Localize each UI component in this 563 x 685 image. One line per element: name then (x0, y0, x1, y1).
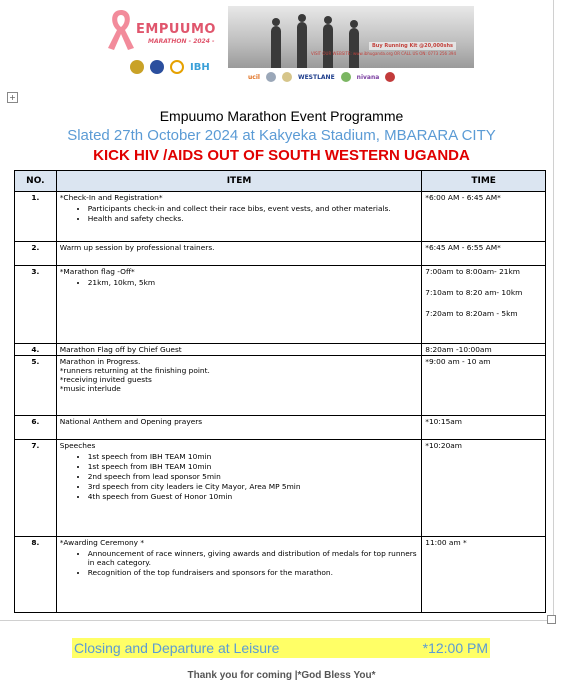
ibh-logo: IBH (190, 61, 210, 73)
row-time (422, 440, 546, 537)
page-title: Empuumo Marathon Event Programme (159, 108, 404, 124)
table-row (15, 192, 546, 242)
item-title: Marathon Flag off by Chief Guest (59, 345, 182, 354)
item-title: Marathon in Progress. (59, 357, 141, 366)
list-item: • 1st speech from IBH TEAM 10min (88, 452, 419, 461)
row-number: 6. (15, 416, 57, 440)
runner-figure (349, 28, 359, 68)
logo-subtitle: MARATHON - 2024 - (148, 38, 215, 45)
thank-you-line: Thank you for coming |*God Bless You* (187, 670, 376, 681)
item-bullets (60, 278, 419, 287)
row-number: 4. (15, 344, 57, 356)
item-note: *receiving invited guests (59, 375, 152, 384)
item-title: *Awarding Ceremony * (59, 538, 145, 547)
event-date-venue: Slated 27th October 2024 at Kakyeka Stadium, MBARARA CITY (67, 127, 496, 144)
time-value: *10:20am (425, 441, 463, 450)
row-number: 2. (15, 242, 57, 266)
item-note: *music interlude (59, 384, 121, 393)
runner-figure (297, 22, 307, 68)
table-row (15, 344, 546, 356)
table-body (15, 192, 546, 613)
item-title: *Check-In and Registration* (59, 193, 163, 202)
row-item (56, 344, 422, 356)
closing-time: *12:00 PM (422, 640, 488, 656)
table-row (15, 356, 546, 416)
item-title: National Anthem and Opening prayers (59, 417, 203, 426)
runner-figure (272, 18, 280, 26)
item-title: Warm up session by professional trainers. (59, 243, 215, 252)
row-time (422, 416, 546, 440)
item-title: Speeches (59, 441, 96, 450)
row-item (56, 440, 422, 537)
list-item: • Participants check-in and collect their race bibs, event vests, and other materials. (88, 204, 419, 213)
programme-table (14, 170, 546, 613)
sponsor-logo: nivana (356, 73, 380, 81)
sponsor-logos (248, 72, 395, 82)
list-item: • Recognition of the top fundraisers and sponsors for the marathon. (88, 568, 419, 577)
buy-kit-banner: Buy Running Kit @20,000shs (369, 42, 456, 50)
row-time (422, 537, 546, 613)
row-item (56, 242, 422, 266)
row-time (422, 356, 546, 416)
time-value: *9:00 am - 10 am (425, 357, 491, 366)
list-item: • Health and safety checks. (88, 214, 419, 223)
row-item (56, 266, 422, 344)
closing-banner (72, 638, 490, 658)
row-number: 7. (15, 440, 57, 537)
table-row (15, 266, 546, 344)
row-number: 8. (15, 537, 57, 613)
list-item: • 21km, 10km, 5km (88, 278, 419, 287)
item-title: *Marathon flag -Off* (59, 267, 135, 276)
sponsor-seal-icon (266, 72, 276, 82)
empuumo-logo (100, 2, 226, 90)
uganda-coat-of-arms-icon (130, 60, 144, 74)
closing-label: Closing and Departure at Leisure (74, 640, 280, 656)
item-bullets (60, 204, 419, 223)
table-move-handle-icon[interactable]: + (7, 92, 18, 103)
table-row (15, 440, 546, 537)
header-banner (100, 2, 476, 90)
table-resize-handle[interactable] (547, 615, 556, 624)
runner-figure (271, 26, 281, 68)
time-value: *6:00 AM - 6:45 AM* (425, 193, 501, 202)
runner-figure (323, 24, 333, 68)
sponsor-seal-icon (282, 72, 292, 82)
item-bullets (60, 549, 419, 577)
sponsor-logo: ucil (248, 73, 260, 81)
row-item (56, 537, 422, 613)
awareness-ribbon-icon (104, 6, 138, 52)
column-header-item: ITEM (56, 171, 422, 192)
row-number: 3. (15, 266, 57, 344)
table-row (15, 537, 546, 613)
time-value: 8:20am -10:00am (425, 345, 492, 354)
time-value: *10:15am (425, 417, 463, 426)
row-number: 5. (15, 356, 57, 416)
sponsor-seal-icon (385, 72, 395, 82)
row-number: 1. (15, 192, 57, 242)
partner-seal-icon (150, 60, 164, 74)
row-time (422, 344, 546, 356)
row-time (422, 266, 546, 344)
event-slogan: KICK HIV /AIDS OUT OF SOUTH WESTERN UGANDA (93, 147, 470, 164)
row-time (422, 192, 546, 242)
partner-logos (130, 60, 210, 74)
row-item (56, 356, 422, 416)
table-row (15, 242, 546, 266)
sponsor-logo: WESTLANE (297, 73, 335, 81)
time-value: *6:45 AM - 6:55 AM* (425, 243, 501, 252)
row-item (56, 416, 422, 440)
sun-logo-icon (170, 60, 184, 74)
list-item: • 1st speech from IBH TEAM 10min (88, 462, 419, 471)
runner-figure (324, 16, 332, 24)
column-header-time: TIME (422, 171, 546, 192)
row-time (422, 242, 546, 266)
list-item: • 3rd speech from city leaders ie City Mayor, Area MP 5min (88, 482, 419, 491)
contact-line: VISIT OUR WEBSITE: www.ibhuganda.org OR CALL US ON: 0773 256 394 (311, 51, 456, 56)
runner-figure (350, 20, 358, 28)
sponsor-seal-icon (341, 72, 351, 82)
item-bullets (60, 452, 419, 501)
runner-figure (298, 14, 306, 22)
time-value: 7:10am to 8:20 am- 10km (425, 288, 523, 297)
list-item: • 2nd speech from lead sponsor 5min (88, 472, 419, 481)
list-item: • 4th speech from Guest of Honor 10min (88, 492, 419, 501)
list-item: • Announcement of race winners, giving awards and distribution of medals for top runners in each category. (88, 549, 419, 567)
column-header-no: NO. (15, 171, 57, 192)
runners-photo (228, 6, 474, 68)
time-value: 11:00 am * (425, 538, 467, 547)
item-note: *runners returning at the finishing point. (59, 366, 210, 375)
row-item (56, 192, 422, 242)
table-row (15, 416, 546, 440)
table-header-row (15, 171, 546, 192)
logo-wordmark: EMPUUMO (136, 22, 216, 37)
time-value: 7:00am to 8:00am- 21km (425, 267, 520, 276)
time-value: 7:20am to 8:20am - 5km (425, 309, 518, 318)
